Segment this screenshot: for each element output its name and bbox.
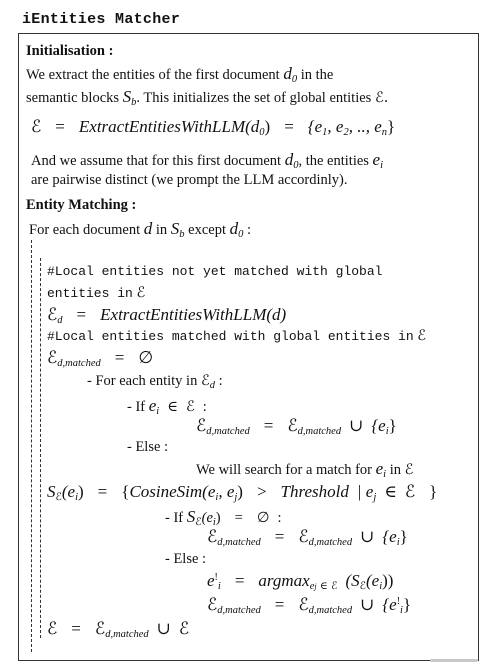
if-similarity-empty: - If $S_ℰ(e_i)$ = ∅ :	[165, 507, 282, 528]
for-each-entity: - For each entity in ℰ$_d$ :	[87, 373, 223, 391]
init-matched-set: ℰ$_{d,matched}$ = ∅	[47, 348, 154, 369]
init-text-line-3: And we assume that for this first document $d_0$, the entities $e_i$	[31, 150, 384, 171]
if-entity-in-global: - If $e_i$ ∈ ℰ :	[127, 396, 207, 417]
else-branch-1: - Else :	[127, 439, 169, 455]
final-update-global: ℰ = ℰ$_{d,matched}$ ∪ ℰ	[47, 619, 190, 640]
init-equation: ℰ = $ExtractEntitiesWithLLM(d_0) = \{e_1$, $e_2$, .., $e_n$}	[31, 117, 396, 138]
loop-guide-outer	[31, 240, 32, 652]
argmax-assignment: $e^!_i = argmax_{ej}$ $_{\in ℰ}$ $(S_ℰ(e_i))$	[207, 571, 394, 592]
algorithm-title: iEntities Matcher	[22, 11, 181, 28]
comment-local-unmatched-2: entities in ℰ	[47, 285, 146, 301]
init-heading: Initialisation :	[26, 43, 114, 59]
init-text-line-1: We extract the entities of the first document $d_0$ in the	[26, 64, 334, 85]
init-text-line-2: semantic blocks $S_b$. This initializes the set of global entities ℰ.	[26, 87, 389, 108]
assign-matched-1: ℰ$_{d,matched}$ = ℰ$_{d,matched}$ ∪ $\{e_i\}$	[196, 416, 397, 437]
comment-local-matched: #Local entities matched with global entities in ℰ	[47, 328, 427, 344]
scan-smudge	[430, 659, 478, 662]
init-text-line-4: are pairwise distinct (we prompt the LLM accordinly).	[31, 172, 348, 188]
else-branch-2: - Else :	[165, 551, 207, 567]
extract-local-entities: ℰ$_d$ = ExtractEntitiesWithLLM(d)	[47, 305, 287, 326]
loop-header: For each document d in $S_b$ except $d_0$ :	[29, 219, 252, 240]
loop-guide-inner	[40, 258, 41, 638]
similarity-set-equation: $S_ℰ(e_i)$ = {$CosineSim(e_i$, $e_j$) > Threshold | $e_j$ ∈ ℰ }	[47, 482, 438, 503]
assign-matched-3: ℰ$_{d,matched}$ = ℰ$_{d,matched}$ ∪ $\{e^!_i\}$	[207, 595, 412, 616]
comment-local-unmatched-1: #Local entities not yet matched with global	[47, 264, 383, 279]
assign-matched-2: ℰ$_{d,matched}$ = ℰ$_{d,matched}$ ∪ $\{e_i\}$	[207, 527, 408, 548]
search-match-text: We will search for a match for $e_i$ in ℰ	[196, 459, 414, 480]
matching-heading: Entity Matching :	[26, 197, 137, 213]
